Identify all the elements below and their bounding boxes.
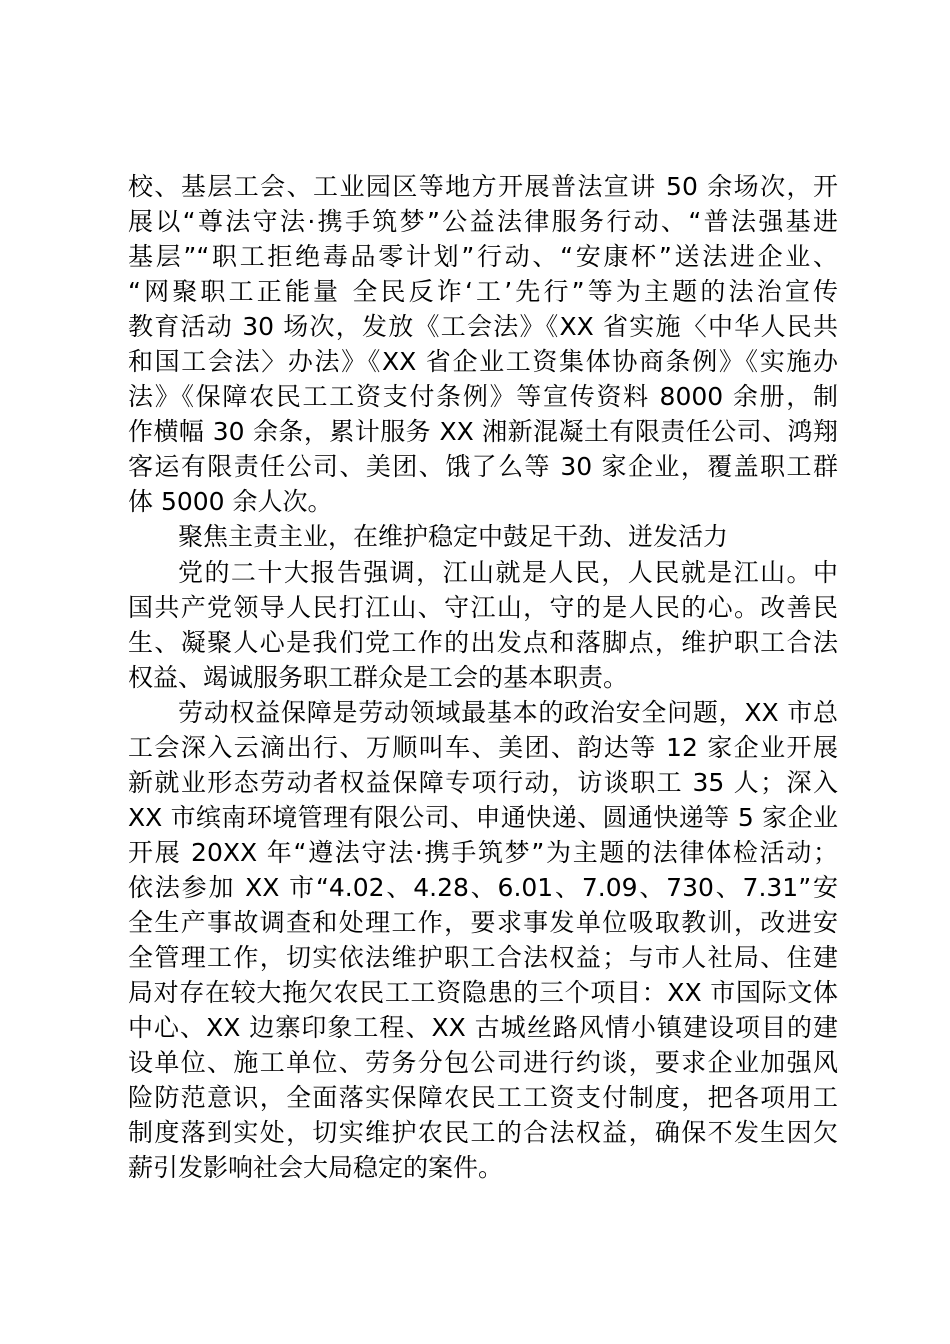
text-line: 开展 20XX 年“遵法守法·携手筑梦”为主题的法律体检活动； [128, 838, 838, 867]
text-line: 生、凝聚人心是我们党工作的出发点和落脚点，维护职工合法 [128, 628, 838, 657]
text-line: 险防范意识，全面落实保障农民工工资支付制度，把各项用工 [128, 1083, 838, 1112]
text-line: 党的二十大报告强调，江山就是人民，人民就是江山。中 [178, 558, 838, 587]
text-line: 新就业形态劳动者权益保障专项行动，访谈职工 35 人；深入 [128, 768, 838, 797]
text-line: XX 市缤南环境管理有限公司、申通快递、圆通快递等 5 家企业 [128, 803, 838, 832]
text-line: “网聚职工正能量 全民反诈‘工’先行”等为主题的法治宣传 [128, 277, 838, 306]
text-line: 设单位、施工单位、劳务分包公司进行约谈，要求企业加强风 [128, 1048, 838, 1077]
text-line: 全管理工作，切实依法维护职工合法权益；与市人社局、住建 [128, 943, 838, 972]
text-line: 中心、XX 边寨印象工程、XX 古城丝路风情小镇建设项目的建 [128, 1013, 838, 1042]
text-line: 体 5000 余人次。 [128, 487, 333, 516]
text-line: 国共产党领导人民打江山、守江山，守的是人民的心。改善民 [128, 593, 838, 622]
text-line: 校、基层工会、工业园区等地方开展普法宣讲 50 余场次，开 [128, 172, 838, 201]
text-line: 和国工会法〉办法》《XX 省企业工资集体协商条例》《实施办 [128, 347, 838, 376]
text-line: 权益、竭诚服务职工群众是工会的基本职责。 [128, 663, 629, 692]
text-line: 客运有限责任公司、美团、饿了么等 30 家企业，覆盖职工群 [128, 452, 838, 481]
text-line: 法》《保障农民工工资支付条例》等宣传资料 8000 余册，制 [128, 382, 838, 411]
text-line: 依法参加 XX 市“4.02、4.28、6.01、7.09、730、7.31”安 [128, 873, 838, 902]
text-line: 作横幅 30 余条，累计服务 XX 湘新混凝土有限责任公司、鸿翔 [128, 417, 838, 446]
text-line: 展以“尊法守法·携手筑梦”公益法律服务行动、“普法强基进 [128, 207, 838, 236]
text-line: 薪引发影响社会大局稳定的案件。 [128, 1153, 504, 1182]
text-line: 全生产事故调查和处理工作，要求事发单位吸取教训，改进安 [128, 908, 838, 937]
text-line: 局对存在较大拖欠农民工工资隐患的三个项目：XX 市国际文体 [128, 978, 838, 1007]
text-line: 制度落到实处，切实维护农民工的合法权益，确保不发生因欠 [128, 1118, 838, 1147]
section-heading-text: 聚焦主责主业，在维护稳定中鼓足干劲、迸发活力 [178, 522, 729, 551]
text-line: 教育活动 30 场次，发放《工会法》《XX 省实施〈中华人民共 [128, 312, 838, 341]
text-line: 基层”“职工拒绝毒品零计划”行动、“安康杯”送法进企业、 [128, 242, 838, 271]
text-line: 劳动权益保障是劳动领域最基本的政治安全问题，XX 市总 [178, 698, 838, 727]
text-line: 工会深入云滴出行、万顺叫车、美团、韵达等 12 家企业开展 [128, 733, 838, 762]
